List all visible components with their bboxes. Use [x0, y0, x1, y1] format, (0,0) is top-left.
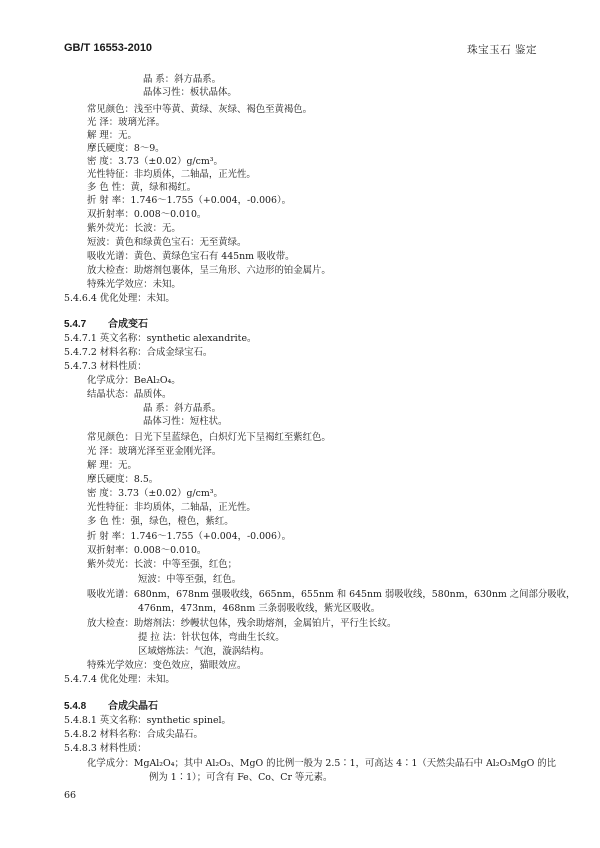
text-line: 常见颜色：日光下呈蓝绿色，白炽灯光下呈褐红至紫红色。	[87, 432, 331, 443]
document-title: 珠宝玉石 鉴定	[467, 44, 537, 56]
text-line: 光 泽：玻璃光泽。	[87, 117, 165, 128]
text-line: 紫外荧光：长波：无。	[87, 223, 181, 234]
text-line: 摩氏硬度：8～9。	[87, 143, 165, 154]
standard-number: GB/T 16553-2010	[64, 42, 153, 54]
section-title: 合成变石	[108, 319, 148, 330]
text-line: 光性特征：非均质体，二轴晶，正光性。	[87, 169, 256, 180]
clause-line: 5.4.7.4 优化处理：未知。	[64, 674, 175, 685]
text-line: 短波：黄色和绿黄色宝石：无至黄绿。	[87, 237, 247, 248]
text-line: 多 色 性：黄，绿和褐红。	[87, 182, 197, 193]
text-line: 晶 系：斜方晶系。	[143, 74, 221, 85]
clause-line: 5.4.7.3 材料性质：	[64, 361, 147, 372]
text-line: 晶 系：斜方晶系。	[143, 403, 221, 414]
text-line: 解 理：无。	[87, 130, 137, 141]
text-line: 摩氏硬度：8.5。	[87, 474, 159, 485]
text-line: 特殊光学效应：未知。	[87, 279, 181, 290]
text-line: 紫外荧光：长波：中等至强，红色；	[87, 559, 238, 570]
clause-line: 5.4.8.3 材料性质：	[64, 743, 147, 754]
text-line: 光 泽：玻璃光泽至亚金刚光泽。	[87, 446, 222, 457]
text-line: 吸收光谱：680nm，678nm 强吸收线，665nm，655nm 和 645nm 弱吸收线，580nm，630nm 之间部分吸收，	[87, 589, 576, 600]
text-line: 常见颜色：浅至中等黄、黄绿、灰绿、褐色至黄褐色。	[87, 104, 313, 115]
text-line: 折 射 率：1.746～1.755（+0.004，-0.006）。	[87, 195, 292, 206]
text-line: 晶体习性：板状晶体。	[143, 87, 237, 98]
section-heading-5-4-8	[64, 697, 158, 712]
text-line: 多 色 性：强，绿色，橙色，紫红。	[87, 516, 234, 527]
text-line: 晶体习性：短柱状。	[143, 416, 228, 427]
text-line: 光性特征：非均质体，二轴晶，正光性。	[87, 502, 256, 513]
text-line: 提 拉 法：针状包体，弯曲生长纹。	[138, 632, 285, 643]
section-heading-5-4-7	[64, 315, 148, 330]
text-line: 解 理：无。	[87, 460, 137, 471]
clause-line: 5.4.7.1 英文名称：synthetic alexandrite。	[64, 333, 257, 344]
text-line: 化学成分：MgAl₂O₄；其中 Al₂O₃、MgO 的比例一般为 2.5∶1，可高达 4∶1（天然尖晶石中 Al₂O₃MgO 的比	[87, 758, 557, 769]
text-line: 特殊光学效应：变色效应，猫眼效应。	[87, 660, 247, 671]
text-line: 放大检查：助熔剂法：纱幔状包体，残余助熔剂，金属铂片，平行生长纹。	[87, 618, 397, 629]
text-line: 化学成分：BeAl₂O₄。	[87, 375, 181, 386]
page-number: 66	[64, 790, 77, 801]
text-line: 吸收光谱：黄色、黄绿色宝石有 445nm 吸收带。	[87, 251, 295, 262]
text-line: 476nm，473nm，468nm 三条弱吸收线，紫光区吸收。	[138, 603, 381, 614]
clause-line: 5.4.8.2 材料名称：合成尖晶石。	[64, 729, 203, 740]
text-line: 密 度：3.73（±0.02）g/cm³。	[87, 156, 223, 167]
section-title: 合成尖晶石	[108, 701, 158, 712]
text-line: 短波：中等至强，红色。	[138, 574, 242, 585]
text-line: 例为 1∶1）；可含有 Fe、Co、Cr 等元素。	[149, 772, 333, 783]
text-line: 双折射率：0.008～0.010。	[87, 209, 207, 220]
section-number: 5.4.8	[64, 701, 87, 712]
text-line: 密 度：3.73（±0.02）g/cm³。	[87, 488, 223, 499]
text-line: 结晶状态：晶质体。	[87, 389, 172, 400]
clause-line: 5.4.6.4 优化处理：未知。	[64, 293, 175, 304]
text-line: 双折射率：0.008～0.010。	[87, 545, 207, 556]
text-line: 折 射 率：1.746～1.755（+0.004，-0.006）。	[87, 531, 292, 542]
clause-line: 5.4.7.2 材料名称：合成金绿宝石。	[64, 347, 213, 358]
section-number: 5.4.7	[64, 319, 87, 330]
text-line: 放大检查：助熔剂包裹体，呈三角形、六边形的铂金属片。	[87, 265, 331, 276]
text-line: 区域熔炼法：气泡，漩涡结构。	[138, 646, 270, 657]
clause-line: 5.4.8.1 英文名称：synthetic spinel。	[64, 715, 231, 726]
